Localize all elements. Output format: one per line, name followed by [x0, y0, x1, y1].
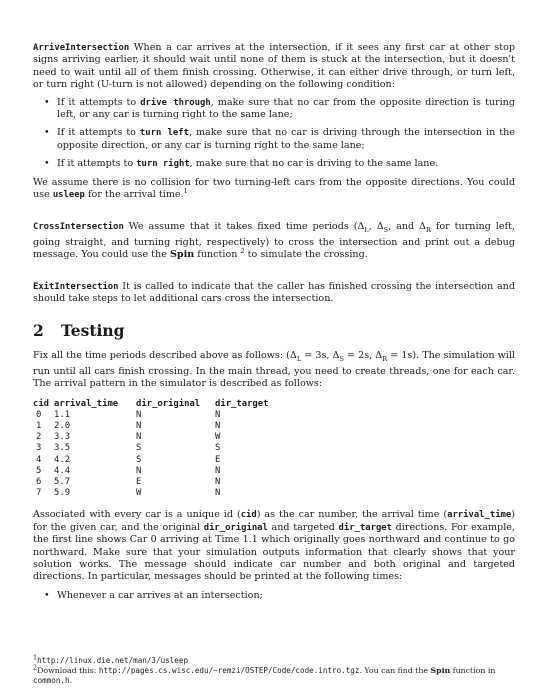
message-times-list [33, 590, 515, 602]
list-item: • If it attempts to drive through, make sure that no car from the opposite direction is turing left, or any car is turning right to the same lane; [44, 96, 515, 121]
cross-intersection-term: CrossIntersection [33, 222, 124, 233]
footnote-2-link[interactable]: http://pages.cs.wisc.edu/~remzi/OSTEP/Code/code.intro.tgz [98, 666, 360, 675]
cell-dir-original: N [136, 432, 142, 443]
cell-dir-target: W [215, 432, 221, 443]
footnote-2: $^2$Download this: http://pages.cs.wisc.edu/~remzi/OSTEP/Code/code.intro.tgz. You can find the Spin function in common.h. [33, 663, 496, 685]
cell-cid: 0 [36, 409, 42, 420]
usleep-code: usleep [52, 190, 85, 201]
table-row [33, 432, 273, 443]
collision-paragraph: We assume there is no collision for two turning-left cars from the opposite directions. You could use usleep for the arrival time.$^1$ [33, 176, 515, 201]
cell-arrival-time: 1.1 [54, 409, 71, 420]
footnote-ref-1[interactable]: 1 [183, 186, 188, 195]
table-header-row [33, 399, 273, 410]
bullet-icon: • [44, 127, 50, 139]
list-item: • If it attempts to turn left, make sure that no car is driving through the intersection in the opposite direction, or any car is turning right to the same lane; [44, 127, 515, 151]
table-row [33, 466, 273, 477]
cell-cid: 3 [36, 443, 42, 454]
cell-cid: 2 [36, 432, 42, 443]
cell-arrival-time: 5.9 [54, 488, 71, 499]
section-number: 2 [33, 321, 44, 341]
bullet-icon: • [44, 158, 50, 170]
table-row [33, 477, 273, 488]
testing-paragraph: Fix all the time periods described above as follows: ($\Delta_L = 3s$, $\Delta_S = 2s$, $\Delta_R = 1s$). The simulation will run until all cars finish crossing. In the main thread, you need to create threads, one for each car. The arrival pattern in the simulator is described as follows: [33, 350, 515, 390]
exit-intersection-paragraph: ExitIntersection It is called to indicate that the caller has finished crossing the intersection and should take steps to let additional cars cross the intersection. [33, 280, 515, 304]
arrive-intersection-term: ArriveIntersection [33, 43, 130, 53]
header-cid: cid [33, 398, 50, 409]
list-item: • If it attempts to turn right, make sure that no car is driving to the same lane. [44, 158, 439, 170]
arrive-conditions-list [33, 97, 515, 171]
section-title: Testing [61, 321, 125, 341]
cell-arrival-time: 4.2 [54, 454, 71, 465]
cross-intersection-paragraph: CrossIntersection We assume that it takes fixed time periods ($\Delta_L$, $\Delta_S$, and $\Delta_R$ for turning left, going straight, and turning right, respectively) to cross the intersection and print out a debug message. You could use the Spin function $^2$ to simulate the crossing. [33, 221, 516, 261]
document-page [33, 42, 515, 608]
header-arrival-time: arrival_time [54, 398, 119, 409]
arrive-intersection-text: When a car arrives at the intersection, if it sees any first car at other stop signs arriving earlier, it should wait until none of them is stuck at the intersection, but it doesn't need to wait until all of them finish crossing. Otherwise, it can either drive through, or turn left, or turn right (U-turn is not allowed) depending on the following condition: [33, 42, 515, 91]
arrival-pattern-table [33, 399, 273, 500]
bullet-icon: • [44, 589, 50, 601]
list-item: • Whenever a car arrives at an intersection; [44, 589, 263, 601]
footnote-1-link[interactable]: http://linux.die.net/man/3/usleep [37, 656, 189, 665]
cell-dir-target: N [215, 488, 221, 499]
cell-dir-target: E [215, 454, 221, 465]
cell-cid: 1 [36, 420, 42, 431]
cell-arrival-time: 5.7 [54, 476, 71, 487]
table-row [33, 410, 273, 421]
cell-dir-target: N [215, 409, 221, 420]
table-row [33, 488, 273, 499]
cell-arrival-time: 3.3 [54, 432, 71, 443]
cell-arrival-time: 3.5 [54, 443, 71, 454]
cell-dir-original: E [136, 476, 142, 487]
cell-dir-original: S [136, 443, 142, 454]
header-dir-original: dir_original [136, 398, 201, 409]
cell-dir-target: N [215, 420, 221, 431]
cell-cid: 6 [36, 476, 42, 487]
table-row [33, 443, 273, 454]
table-row [33, 455, 273, 466]
cell-dir-target: N [215, 465, 221, 476]
section-heading [33, 321, 515, 341]
cell-cid: 4 [36, 454, 42, 465]
footnote-1: $^1$http://linux.die.net/man/3/usleep [33, 653, 189, 665]
cell-cid: 7 [36, 488, 42, 499]
cell-dir-original: N [136, 465, 142, 476]
footnote-ref-2[interactable]: 2 [240, 247, 245, 255]
header-dir-target: dir_target [215, 398, 269, 409]
cell-dir-original: N [136, 409, 142, 420]
table-body [33, 410, 273, 500]
cell-dir-original: N [136, 420, 142, 431]
cell-dir-target: S [215, 443, 221, 454]
exit-intersection-term: ExitIntersection [33, 281, 119, 292]
cell-dir-target: N [215, 476, 221, 487]
footnotes [33, 653, 515, 686]
bullet-icon: • [44, 96, 50, 108]
association-paragraph: Associated with every car is a unique id (cid) as the car number, the arrival time (arrival_time) for the given car, and the original dir_original and targeted dir_target directions. For example, the first line shows Car 0 arriving at Time 1.1 which originally goes northward and continue to go northward. Make sure that your simulation outputs information that clearly shows that your solution works. The message should indicate car number and both original and targeted directions. In particular, messages should be printed at the following times: [33, 509, 515, 583]
cell-arrival-time: 2.0 [54, 420, 71, 431]
table-row [33, 421, 273, 432]
cell-dir-original: S [136, 454, 142, 465]
cell-arrival-time: 4.4 [54, 465, 71, 476]
cell-cid: 5 [36, 465, 42, 476]
arrive-intersection-paragraph [33, 42, 515, 92]
cell-dir-original: W [136, 488, 142, 499]
